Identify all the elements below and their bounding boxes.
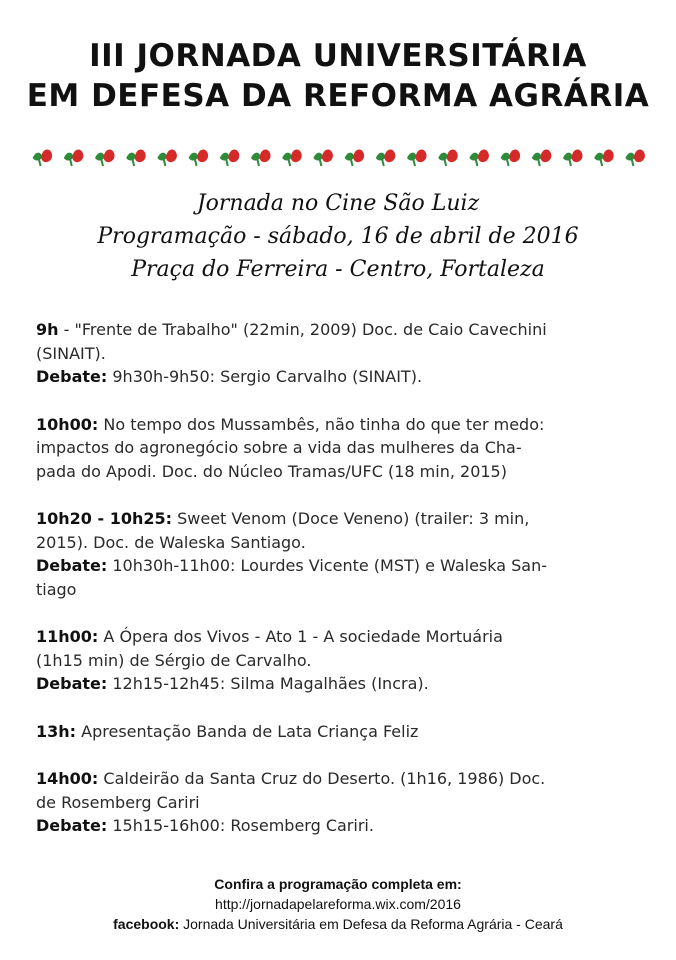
title-line-1: III JORNADA UNIVERSITÁRIA [89,38,587,74]
program-time-label: Debate: [36,674,108,693]
program-line [36,814,648,838]
footer [0,874,676,934]
program-line [36,507,648,531]
footer-url[interactable]: http://jornadapelareforma.wix.com/2016 [215,896,461,912]
program-line [36,436,648,460]
facebook-text: Jornada Universitária em Defesa da Reforma Agrária - Ceará [179,916,563,932]
program-line [36,318,648,342]
flower-sprig-icon [313,149,333,166]
program-time-label: 14h00: [36,769,99,788]
program-time-label: 13h: [36,721,77,741]
flower-sprig-icon [407,149,427,166]
event-title [0,36,676,116]
flower-sprig-icon [189,149,209,166]
program-text: (1h15 min) de Sérgio de Carvalho. [36,650,312,670]
program-text: 15h15-16h00: Rosemberg Cariri. [107,816,374,835]
program-time-label: 10h20 - 10h25: [36,509,173,528]
flower-sprig-icon [469,149,489,166]
program-time-label: Debate: [36,816,108,835]
program-item [36,413,648,484]
program-time-label: 9h [36,320,59,339]
event-subtitle [0,187,676,286]
flower-sprig-icon [532,149,552,166]
program-text: - "Frente de Trabalho" (22min, 2009) Doc. de Caio Cavechini [58,320,547,339]
program-text: tiago [36,579,77,599]
flower-sprig-icon [220,149,240,166]
program-line [36,554,648,578]
program-text: de Rosemberg Cariri [36,792,200,812]
program-line [36,578,648,602]
program-time-label: 10h00: [36,414,99,434]
flower-sprig-icon [376,149,396,166]
flower-sprig-icon [126,149,146,166]
program-text: Caldeirão da Santa Cruz do Deserto. (1h16, 1986) Doc. [98,769,546,788]
program-line [36,413,648,437]
facebook-label: facebook: [113,916,180,932]
program-text: 9h30h-9h50: Sergio Carvalho (SINAIT). [107,367,423,386]
program-line [36,649,648,673]
program-item [36,720,648,744]
flower-sprig-icon [33,149,53,166]
subtitle-line-2: Programação - sábado, 16 de abril de 2016 [97,224,579,249]
flower-sprig-icon [64,149,84,166]
footer-facebook [0,914,676,934]
flower-sprig-icon [282,149,302,166]
program-text: 12h15-12h45: Silma Magalhães (Incra). [107,674,429,693]
program-schedule [36,318,648,862]
program-item [36,767,648,838]
flower-sprig-icon [345,149,365,166]
program-item [36,318,648,389]
flower-sprig-icon [95,149,115,166]
program-line [36,531,648,555]
program-text: pada do Apodi. Doc. do Núcleo Tramas/UFC (18 min, 2015) [36,461,507,481]
program-item [36,625,648,696]
program-time-label: Debate: [36,556,108,575]
flower-sprig-icon [594,149,614,166]
program-line [36,720,648,744]
flower-sprig-icon [625,149,645,166]
program-line [36,791,648,815]
subtitle-line-3: Praça do Ferreira - Centro, Fortaleza [131,257,545,282]
program-line [36,460,648,484]
program-text: 10h30h-11h00: Lourdes Vicente (MST) e Waleska San- [107,556,547,575]
program-text: Sweet Venom (Doce Veneno) (trailer: 3 min, [172,509,530,528]
program-time-label: 11h00: [36,627,99,646]
flower-sprig-icon [438,149,458,166]
program-text: 2015). Doc. de Waleska Santiago. [36,532,306,552]
program-line [36,625,648,649]
subtitle-line-1: Jornada no Cine São Luiz [196,191,480,216]
title-line-2: EM DEFESA DA REFORMA AGRÁRIA [26,78,650,114]
program-line [36,342,648,366]
program-text: impactos do agronegócio sobre a vida das mulheres da Cha- [36,438,522,457]
program-text: Apresentação Banda de Lata Criança Feliz [76,721,419,741]
program-text: (SINAIT). [36,343,106,363]
flower-sprig-icon [501,149,521,166]
program-line [36,767,648,791]
program-text: No tempo dos Mussambês, não tinha do que ter medo: [98,414,545,434]
flower-sprig-icon [563,149,583,166]
flower-border [26,142,650,170]
program-line [36,365,648,389]
program-line [36,672,648,696]
flower-sprig-icon [157,149,177,166]
program-time-label: Debate: [36,367,108,386]
flower-sprig-icon [251,149,271,166]
footer-heading: Confira a programação completa em: [214,876,462,892]
program-item [36,507,648,601]
program-text: A Ópera dos Vivos - Ato 1 - A sociedade Mortuária [98,627,503,646]
